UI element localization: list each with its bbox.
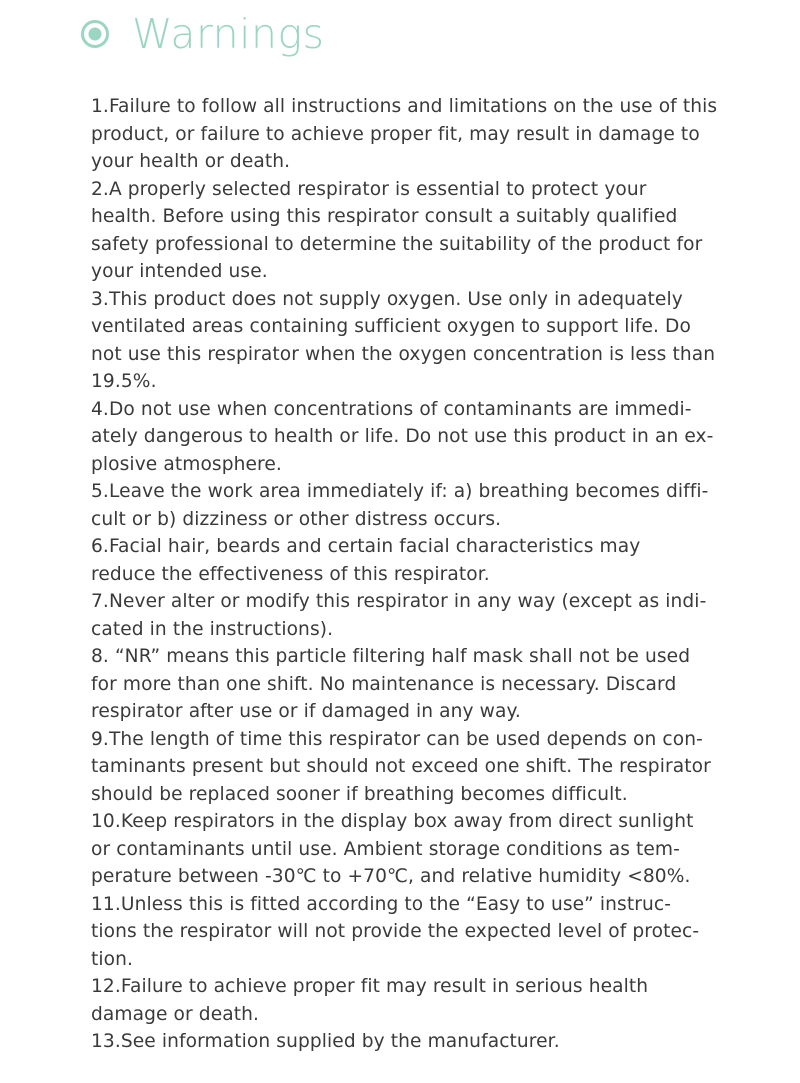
page-title: Warnings — [132, 9, 325, 58]
header — [80, 6, 325, 62]
warning-item-12: 12.Failure to achieve proper fit may result in serious health damage or death. — [91, 976, 649, 1025]
warning-item-5: 5.Leave the work area immediately if: a) breathing becomes diffi- cult or b) dizziness or other distress occurs. — [91, 481, 709, 530]
warning-item-13: 13.See information supplied by the manufacturer. — [91, 1031, 560, 1052]
warning-item-3: 3.This product does not supply oxygen. Use only in adequately ventilated areas containing sufficient oxygen to support life. Do not use this respirator when the oxygen concentration is less than 19.5%. — [91, 288, 716, 392]
warnings-list — [91, 93, 731, 1056]
warning-item-4: 4.Do not use when concentrations of contaminants are immedi- ately dangerous to health or life. Do not use this product in an ex- plosive atmosphere. — [91, 398, 714, 475]
target-icon — [80, 19, 110, 49]
warning-item-2: 2.A properly selected respirator is essential to protect your health. Before using this respirator consult a suitably qualified safety professional to determine the suitability of the product for your intended use. — [91, 178, 703, 282]
warning-item-7: 7.Never alter or modify this respirator in any way (except as indi- cated in the instructions). — [91, 591, 707, 640]
warning-item-9: 9.The length of time this respirator can be used depends on con- taminants present but should not exceed one shift. The respirator should be replaced sooner if breathing becomes difficult. — [91, 728, 711, 805]
warning-item-6: 6.Facial hair, beards and certain facial characteristics may reduce the effectiveness of this respirator. — [91, 536, 641, 585]
warning-item-11: 11.Unless this is fitted according to the “Easy to use” instruc- tions the respirator will not provide the expected level of protec- tion. — [91, 893, 700, 970]
warning-item-8: 8. “NR” means this particle filtering half mask shall not be used for more than one shift. No maintenance is necessary. Discard respirator after use or if damaged in any way. — [91, 646, 691, 722]
warning-item-10: 10.Keep respirators in the display box away from direct sunlight or contaminants until use. Ambient storage conditions as tem- perature between -30℃ to +70℃, and relative humidity <80%. — [91, 811, 694, 887]
warning-item-1: 1.Failure to follow all instructions and limitations on the use of this product, or failure to achieve proper fit, may result in damage to your health or death. — [91, 96, 718, 172]
